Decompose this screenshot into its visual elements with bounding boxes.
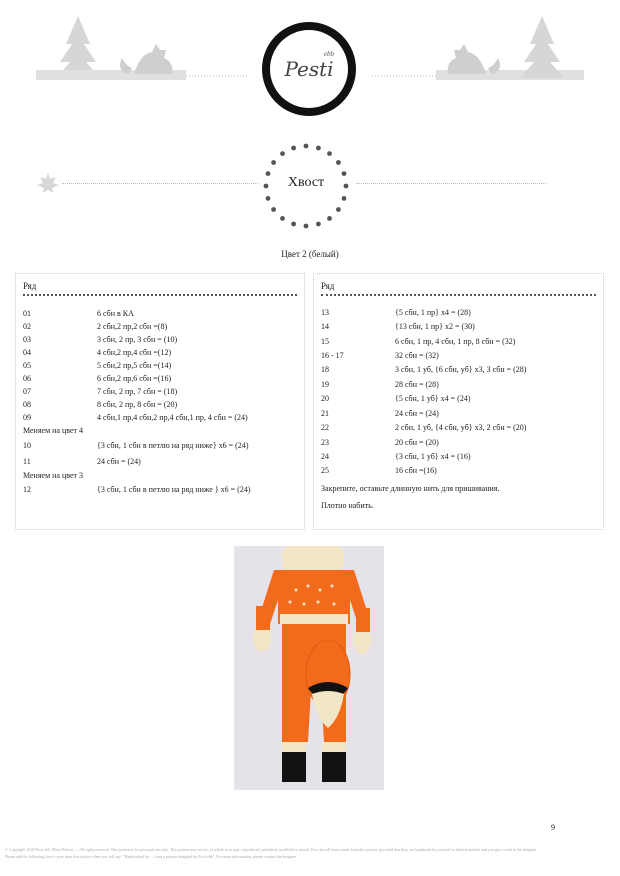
rows-box-right: Ряд 13 {5 сбн, 1 пр} х4 = (28) 14 {13 сбн, 1 пр} х2 = (30) 15 6 сбн, 1 пр, 4 сбн, 1 пр, 8 сбн = (32) 16 - 17 32 сбн = (32) 18 3 сбн, 1 уб, {6 сбн, уб} х3, 3 сбн = (28) 19 28 сбн = (28) 20 {5 сбн, 1 уб} х4 = (24) 21 24 сбн = (24) 22 2 сбн, 1 уб, {4 сбн, уб} х3, 2 сбн = (20) 23 20 сбн = (20) 24 {3 сбн, 1 уб} х4 = (16) 25 16 сбн =(16) Закрепите, оставьте длинную нить для пришивания. Плотно набить.	[313, 273, 604, 530]
leaf-icon	[36, 172, 60, 199]
brand-logo	[262, 22, 356, 116]
finish-note: Закрепите, оставьте длинную нить для пришивания.	[321, 484, 500, 493]
section-divider-left	[62, 183, 258, 184]
table-header: Ряд	[23, 281, 37, 291]
page-number: 9	[551, 823, 555, 832]
header-left-decoration	[36, 14, 248, 80]
table-header: Ряд	[321, 281, 335, 291]
tree-fox-right-icon	[372, 14, 584, 80]
color-label: Цвет 2 (белый)	[281, 249, 339, 259]
tree-fox-left-icon	[36, 14, 248, 80]
footer-line-1: © Copyright 2018 Pesti ebb, Ellen Dekens — All rights reserved. This pattern is for personal use only. This pattern may not be, in whole or in part, reproduced, published, modified or resold. You can sell items made from this pattern, provided that they are handmade by yourself in limited number and you give credit to the designer.	[5, 847, 538, 852]
footer-line-2: Please add the following line to your item description when you sell any: "Handcrafted by ... from a pattern designed by Pesti ebb". For more information, please contact the designer.	[5, 854, 297, 859]
dotted-rule	[321, 294, 596, 296]
header-right-decoration	[372, 14, 584, 80]
logo-superscript: ebb	[323, 50, 334, 58]
copyright-footer	[5, 846, 615, 860]
stuff-note: Плотно набить.	[321, 501, 374, 510]
section-title: Хвост	[287, 175, 325, 190]
logo-text: Pesti	[284, 57, 334, 81]
section-divider-right	[356, 183, 546, 184]
fox-toy-photo	[234, 546, 384, 790]
rows-box-left: Ряд 01 6 сбн в КА 02 2 сбн,2 пр,2 сбн =(8) 03 3 сбн, 2 пр, 3 сбн = (10) 04 4 сбн,2 пр,4 сбн =(12) 05 5 сбн,2 пр,5 сбн =(14) 06 6 сбн,2 пр,6 сбн =(16) 07 7 сбн, 2 пр, 7 сбн = (18) 08 8 сбн, 2 пр, 8 сбн = (20) 09 4 сбн,1 пр,4 сбн,2 пр,4 сбн,1 пр, 4 сбн = (24) Меняем на цвет 4 10 {3 сбн, 1 сбн в петлю на ряд ниже} х6 = (24) 11 24 сбн = (24) Меняем на цвет 3 12 {3 сбн, 1 сбн в петлю на ряд ниже } х6 = (24)	[15, 273, 305, 530]
dotted-rule	[23, 294, 297, 296]
